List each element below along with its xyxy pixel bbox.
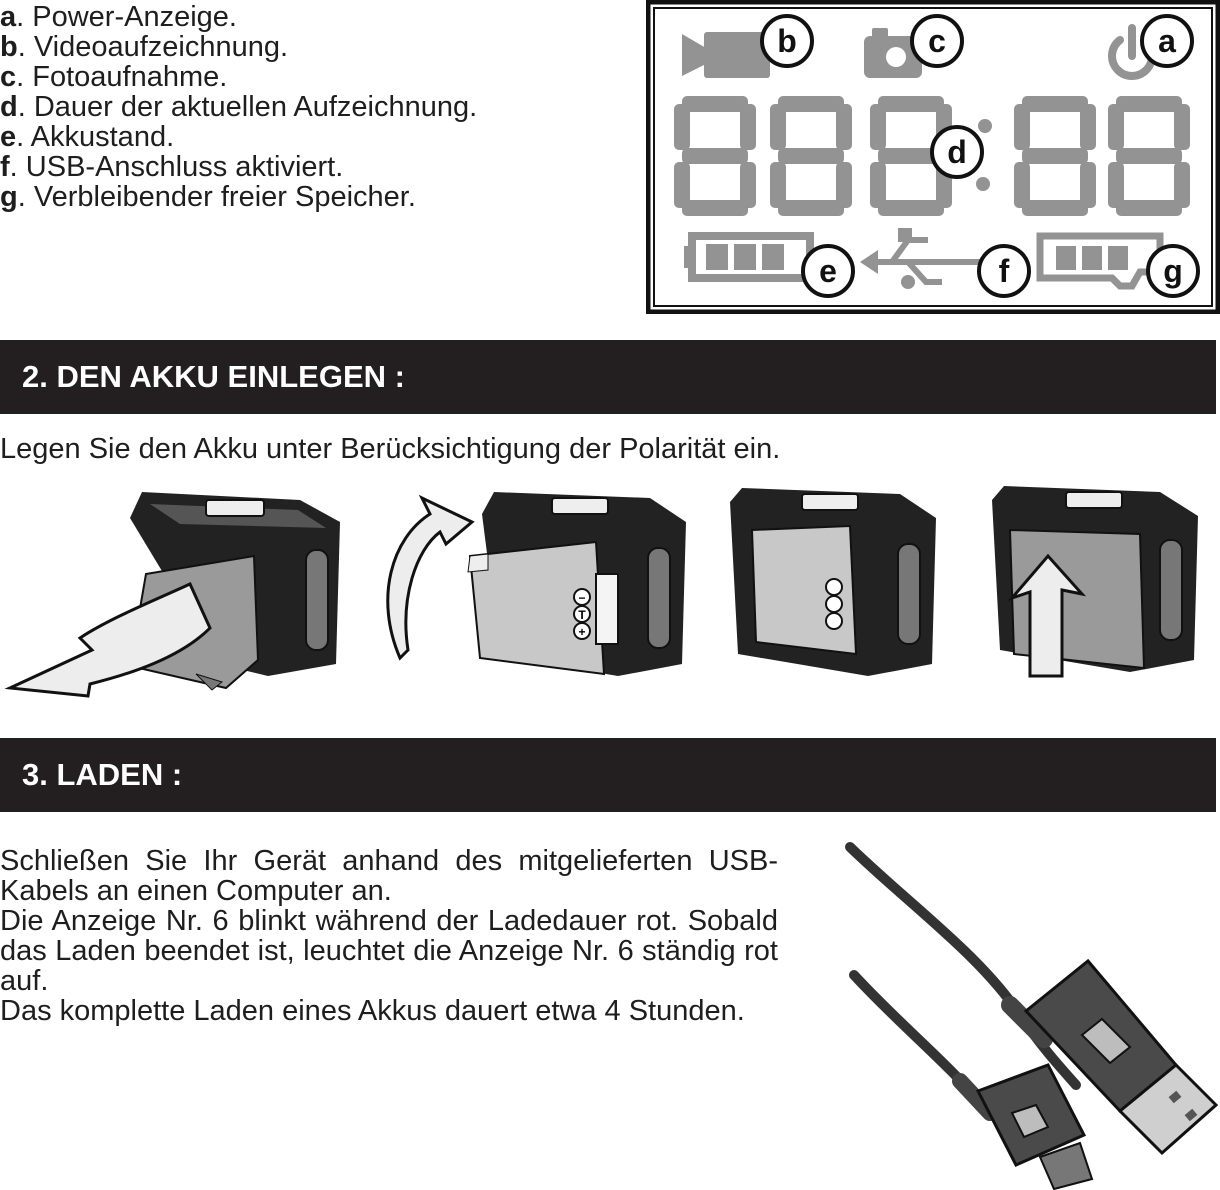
marker-b: [762, 16, 812, 66]
step-4-close-cover: [992, 486, 1198, 676]
marker-d: [932, 127, 982, 177]
digit-segment: [682, 148, 748, 164]
digit-segment: [1080, 162, 1096, 208]
digit-segment: [770, 162, 786, 208]
svg-text:d: d: [947, 134, 967, 170]
legend-item-c: c. Fotoaufnahme.: [0, 61, 228, 93]
digit-segment: [1014, 104, 1030, 150]
digit-segment: [1116, 200, 1182, 216]
digit-segment: [878, 96, 944, 112]
digit-segment: [1022, 96, 1088, 112]
digit-segment: [674, 104, 690, 150]
svg-text:a: a: [1158, 23, 1176, 59]
legend-item-a: a. Power-Anzeige.: [0, 1, 237, 33]
digit-segment: [878, 200, 944, 216]
digit-segment: [870, 104, 886, 150]
svg-text:−: −: [578, 591, 586, 605]
step-3-battery-inserted: [730, 488, 936, 676]
lcd-legend: [0, 2, 620, 212]
digit-segment: [778, 148, 844, 164]
legend-item-d: d. Dauer der aktuellen Aufzeichnung.: [0, 91, 478, 123]
digit-segment: [1022, 148, 1088, 164]
lcd-display-diagram: [646, 0, 1220, 314]
marker-a: [1142, 16, 1192, 66]
marker-e: [803, 246, 853, 296]
digit-segment: [1174, 104, 1190, 150]
step-1-remove-cover: [10, 492, 340, 696]
svg-text:b: b: [777, 23, 797, 59]
paragraph: Die Anzeige Nr. 6 blinkt während der Ladedauer rot. Sobald das Laden beendet ist, leuchtet die Anzeige Nr. 6 ständig rot auf.: [0, 905, 778, 997]
paragraph: Das komplette Laden eines Akkus dauert etwa 4 Stunden.: [0, 995, 745, 1027]
section-title: 2. DEN AKKU EINLEGEN :: [22, 359, 405, 394]
digit-segment: [1080, 104, 1096, 150]
digit-segment: [682, 96, 748, 112]
battery-steps-illustration: [0, 478, 1220, 708]
usb-cable-illustration: [830, 835, 1220, 1190]
paragraph: Schließen Sie Ihr Gerät anhand des mitgelieferten USB-Kabels an einen Computer an.: [0, 845, 778, 907]
marker-f: [979, 246, 1029, 296]
digit-segment: [836, 162, 852, 208]
digit-segment: [1022, 200, 1088, 216]
digit-segment: [740, 104, 756, 150]
svg-text:T: T: [578, 608, 586, 622]
svg-text:g: g: [1163, 253, 1183, 289]
svg-text:e: e: [819, 253, 837, 289]
section-title: 3. LADEN :: [22, 757, 183, 792]
digit-segment: [870, 162, 886, 208]
digit-segment: [770, 104, 786, 150]
legend-item-f: f. USB-Anschluss aktiviert.: [0, 151, 344, 183]
digit-segment: [1116, 96, 1182, 112]
marker-c: [912, 16, 962, 66]
digit-segment: [1108, 104, 1124, 150]
legend-item-b: b. Videoaufzeichnung.: [0, 31, 289, 63]
step-2-insert-battery: [388, 492, 686, 676]
section-heading-battery: [0, 340, 1216, 414]
legend-item-e: e. Akkustand.: [0, 121, 175, 153]
section-heading-charging: [0, 738, 1216, 812]
legend-item-g: g. Verbleibender freier Speicher.: [0, 181, 416, 213]
digit-segment: [836, 104, 852, 150]
digit-segment: [740, 162, 756, 208]
charging-instructions: [0, 846, 778, 1026]
battery-instruction: Legen Sie den Akku unter Berücksichtigung der Polarität ein.: [0, 433, 781, 465]
digit-segment: [778, 200, 844, 216]
digit-segment: [778, 96, 844, 112]
digit-segment: [682, 200, 748, 216]
svg-text:f: f: [998, 253, 1010, 289]
svg-text:c: c: [928, 23, 946, 59]
digit-segment: [1174, 162, 1190, 208]
battery-terminal-labels: [574, 589, 590, 639]
digit-segment: [1014, 162, 1030, 208]
marker-g: [1148, 246, 1198, 296]
digit-segment: [674, 162, 690, 208]
digit-segment: [1108, 162, 1124, 208]
svg-text:+: +: [578, 625, 586, 639]
digit-segment: [1116, 148, 1182, 164]
